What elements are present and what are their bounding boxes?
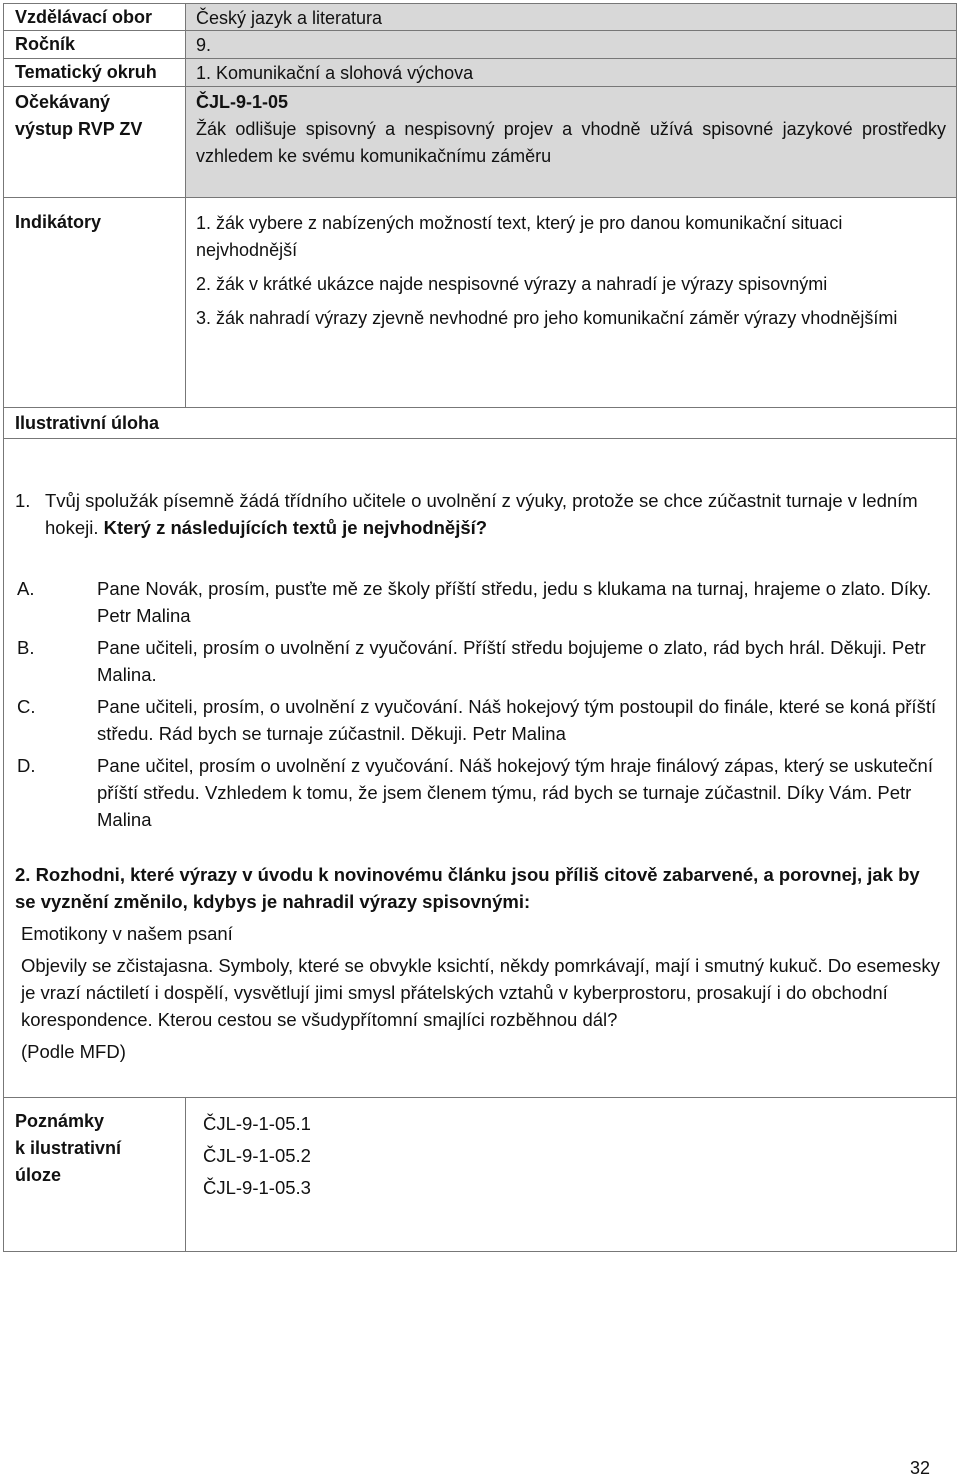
question-1 (15, 487, 944, 541)
indicators-list (186, 198, 956, 407)
grade-label: Ročník (4, 31, 186, 58)
option-letter: D. (17, 755, 36, 776)
option-letter: C. (17, 696, 36, 717)
notes-code-2: ČJL-9-1-05.2 (203, 1145, 311, 1166)
option-a (15, 575, 944, 629)
outcome-label (4, 87, 186, 197)
indicator-item-3: 3. žák nahradí výrazy zjevně nevhodné pro jeho komunikační záměr výrazy vhodnějšími (196, 308, 898, 328)
grade-row (3, 31, 957, 59)
grade-value: 9. (186, 31, 956, 58)
option-b (15, 634, 944, 688)
page-number: 32 (909, 1458, 930, 1478)
task-label: Ilustrativní úloha (15, 413, 160, 433)
topic-row (3, 59, 957, 87)
notes-label (4, 1098, 186, 1251)
outcome-code: ČJL-9-1-05 (196, 92, 289, 112)
question-1-content (45, 487, 944, 541)
question-1-number: 1. (15, 490, 31, 511)
question-2: 2. Rozhodni, které výrazy v úvodu k novinovému článku jsou příliš citově zabarvené, a porovnej, jak by se vyznění změnilo, kdybys je nahradil výrazy spisovnými: (15, 864, 920, 912)
curriculum-sheet (3, 3, 957, 1252)
indicators-label: Indikátory (4, 198, 186, 407)
option-text: Pane Novák, prosím, pusťte mě ze školy příští středu, jedu s klukama na turnaj, hrajeme o zlato. Díky. Petr Malina (97, 578, 932, 626)
option-c (15, 693, 944, 747)
indicator-item-1: 1. žák vybere z nabízených možností text, který je pro danou komunikační situaci nejvhodnější (196, 213, 843, 260)
subject-label: Vzdělávací obor (4, 4, 186, 30)
article-source: (Podle MFD) (21, 1041, 126, 1062)
indicator-item-2: 2. žák v krátké ukázce najde nespisovné výrazy a nahradí je výrazy spisovnými (196, 274, 828, 294)
outcome-value (186, 87, 956, 197)
option-letter: A. (17, 578, 35, 599)
notes-label-line3: úloze (15, 1165, 62, 1185)
article-body: Objevily se zčistajasna. Symboly, které se obvykle ksichtí, někdy pomrkávají, mají i smutný kukuč. Do esemesky je vrazí náctiletí i dospělí, vysvětlují jimi smysl přátelských vztahů v kyberprostoru, prosakují i do obchodní korespondence. Kterou cestou se všudypřítomní smajlíci rozběhnou dál? (21, 955, 940, 1030)
notes-codes (186, 1098, 956, 1251)
outcome-label-line2: výstup RVP ZV (15, 119, 143, 139)
option-text: Pane učitel, prosím o uvolnění z vyučování. Náš hokejový tým hraje finálový zápas, který se uskuteční příští středu. Vzhledem k tomu, že jsem členem týmu, rád bych se turnaje zúčastnil. Díky Vám. Petr Malina (97, 755, 933, 830)
outcome-label-line1: Očekávaný (15, 92, 111, 112)
subject-value: Český jazyk a literatura (186, 4, 956, 30)
options-list (15, 575, 944, 833)
notes-code-3: ČJL-9-1-05.3 (203, 1177, 311, 1198)
notes-row (3, 1098, 957, 1252)
notes-label-line2: k ilustrativní (15, 1138, 122, 1158)
topic-value: 1. Komunikační a slohová výchova (186, 59, 956, 86)
notes-code-1: ČJL-9-1-05.1 (203, 1113, 311, 1134)
option-d (15, 752, 944, 833)
notes-label-line1: Poznámky (15, 1111, 105, 1131)
question-1-text: Tvůj spolužák písemně žádá třídního učitele o uvolnění z výuky, protože se chce zúčastnit turnaje v ledním hokeji. (45, 490, 918, 538)
topic-label: Tematický okruh (4, 59, 186, 86)
indicators-row (3, 198, 957, 408)
subject-row (3, 3, 957, 31)
article-title: Emotikony v našem psaní (21, 923, 233, 944)
task-body (4, 439, 956, 1097)
option-letter: B. (17, 637, 35, 658)
question-1-question: Který z následujících textů je nejvhodnější? (103, 517, 488, 538)
option-text: Pane učiteli, prosím o uvolnění z vyučování. Příští středu bojujeme o zlato, rád bych hrál. Děkuji. Petr Malina. (97, 637, 926, 685)
task-header-row (3, 408, 957, 439)
outcome-row (3, 87, 957, 198)
outcome-text: Žák odlišuje spisovný a nespisovný projev a vhodně užívá spisovné jazykové prostředky vzhledem ke svému komunikačnímu záměru (196, 119, 946, 166)
task-body-row (3, 439, 957, 1098)
option-text: Pane učiteli, prosím, o uvolnění z vyučování. Náš hokejový tým postoupil do finále, které se koná příští středu. Rád bych se turnaje zúčastnil. Děkuji. Petr Malina (97, 696, 937, 744)
